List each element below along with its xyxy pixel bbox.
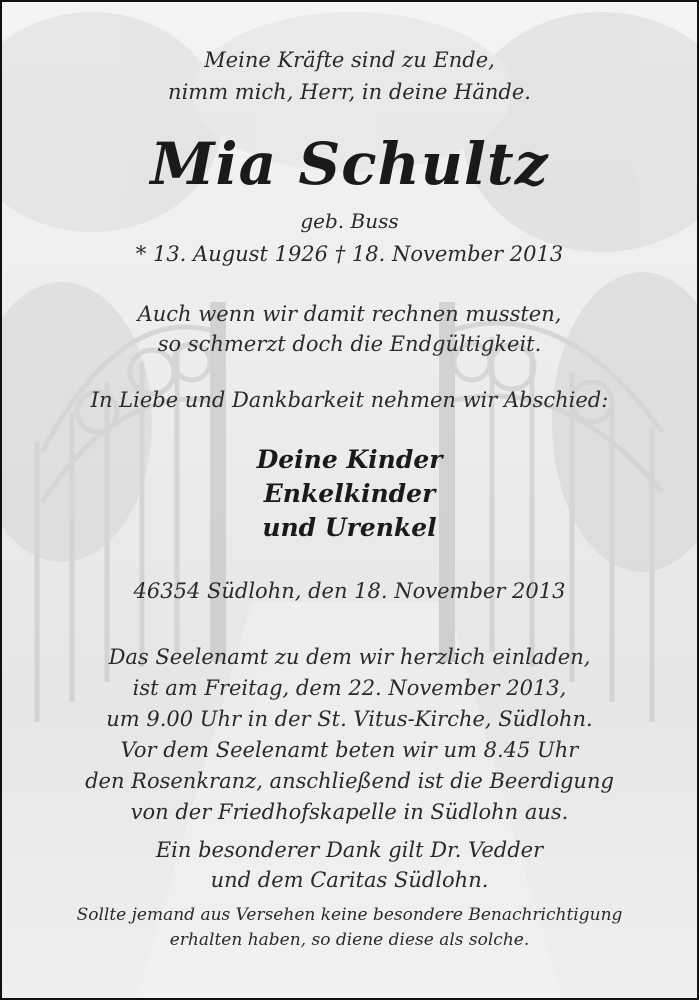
service-line-5: den Rosenkranz, anschließend ist die Beerdigung: [85, 769, 614, 793]
service-line-6: von der Friedhofskapelle in Südlohn aus.: [130, 800, 569, 824]
motto-line-1: Meine Kräfte sind zu Ende,: [204, 48, 495, 72]
deceased-name: Mia Schultz: [150, 130, 549, 198]
family-line-3: und Urenkel: [262, 513, 437, 542]
place-date: 46354 Südlohn, den 18. November 2013: [133, 579, 566, 603]
service-line-4: Vor dem Seelenamt beten wir um 8.45 Uhr: [120, 738, 579, 762]
family-line-2: Enkelkinder: [263, 479, 436, 508]
service-line-2: ist am Freitag, dem 22. November 2013,: [132, 676, 567, 700]
family-line-1: Deine Kinder: [256, 445, 443, 474]
service-line-3: um 9.00 Uhr in der St. Vitus-Kirche, Südlohn.: [106, 707, 593, 731]
life-dates: * 13. August 1926 † 18. November 2013: [135, 242, 564, 266]
birth-name: geb. Buss: [300, 209, 399, 233]
notice-line-1: Sollte jemand aus Versehen keine besondere Benachrichtigung: [76, 905, 623, 925]
farewell-line: In Liebe und Dankbarkeit nehmen wir Abschied:: [90, 388, 609, 412]
grief-line-1: Auch wenn wir damit rechnen mussten,: [137, 302, 562, 326]
notice-line-2: erhalten haben, so diene diese als solche.: [169, 930, 530, 950]
grief-line-2: so schmerzt doch die Endgültigkeit.: [157, 332, 542, 356]
obituary-text: [2, 2, 697, 998]
thanks-line-1: Ein besonderer Dank gilt Dr. Vedder: [155, 838, 544, 862]
thanks-line-2: und dem Caritas Südlohn.: [210, 868, 489, 892]
motto-line-2: nimm mich, Herr, in deine Hände.: [168, 80, 531, 104]
service-line-1: Das Seelenamt zu dem wir herzlich einladen,: [108, 645, 591, 669]
